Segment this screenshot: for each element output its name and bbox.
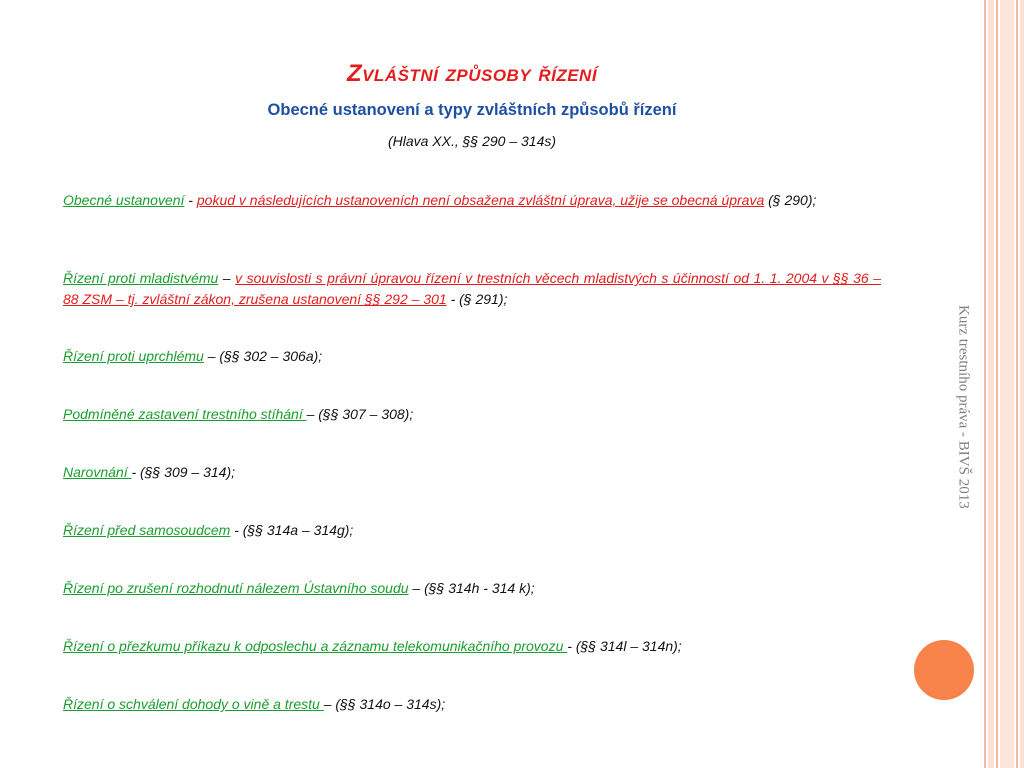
item-name[interactable]: Řízení proti mladistvému: [63, 270, 219, 286]
item-description[interactable]: pokud v následujících ustanoveních není obsažena zvláštní úprava, užije se obecná úprava: [196, 192, 765, 208]
slide-title: Zvláštní způsoby řízení: [346, 60, 598, 87]
item-reference: – (§§ 314o – 314s);: [323, 696, 446, 712]
decor-stripe: [988, 0, 994, 768]
side-caption-text: Kurz trestního práva - BIVŠ 2013: [955, 305, 972, 509]
item-name[interactable]: Řízení po zrušení rozhodnutí nálezem Ústavního soudu: [63, 580, 409, 596]
list-item: [63, 404, 881, 425]
list-item: [63, 190, 881, 211]
decor-stripe: [1000, 0, 1014, 768]
side-caption: [948, 272, 978, 542]
list-item: [63, 636, 881, 657]
list-item: [63, 578, 881, 599]
item-reference: – (§§ 314h - 314 k);: [408, 580, 535, 596]
item-description[interactable]: v souvislosti s právní úpravou řízení v trestních věcech mladistvých s účinností od 1. 1. 2004 v §§ 36 – 88 ZSM – tj. zvláštní zákon, zrušena ustanovení §§ 292 – 301: [63, 270, 881, 307]
item-reference: - (§§ 309 – 314);: [131, 464, 235, 480]
item-reference: – (§§ 302 – 306a);: [203, 348, 323, 364]
decor-stripe: [984, 0, 986, 768]
item-reference: - (§§ 314a – 314g);: [230, 522, 354, 538]
item-reference: - (§§ 314l – 314n);: [567, 638, 682, 654]
item-name[interactable]: Obecné ustanovení: [63, 192, 185, 208]
list-item: [63, 694, 881, 715]
decor-stripe: [1016, 0, 1018, 768]
item-reference: – (§§ 307 – 308);: [306, 406, 414, 422]
list-item: [63, 268, 881, 310]
item-name[interactable]: Narovnání: [63, 464, 132, 480]
list-item: [63, 346, 881, 367]
accent-circle: [914, 640, 974, 700]
list-item: [63, 462, 881, 483]
item-name[interactable]: Podmíněné zastavení trestního stíhání: [63, 406, 307, 422]
item-reference: (§ 290);: [764, 192, 817, 208]
item-name[interactable]: Řízení před samosoudcem: [63, 522, 231, 538]
item-name[interactable]: Řízení proti uprchlému: [63, 348, 204, 364]
item-name[interactable]: Řízení o přezkumu příkazu k odposlechu a záznamu telekomunikačního provozu: [63, 638, 568, 654]
list-item: [63, 520, 881, 541]
item-separator: -: [184, 192, 197, 208]
decor-stripe: [996, 0, 998, 768]
item-reference: - (§ 291);: [446, 291, 508, 307]
item-separator: –: [218, 270, 236, 286]
slide-subtitle: Obecné ustanovení a typy zvláštních způsobů řízení: [267, 101, 677, 119]
decor-stripe: [1020, 0, 1024, 768]
slide-reference: (Hlava XX., §§ 290 – 314s): [387, 133, 557, 149]
item-name[interactable]: Řízení o schválení dohody o vině a trestu: [63, 696, 324, 712]
